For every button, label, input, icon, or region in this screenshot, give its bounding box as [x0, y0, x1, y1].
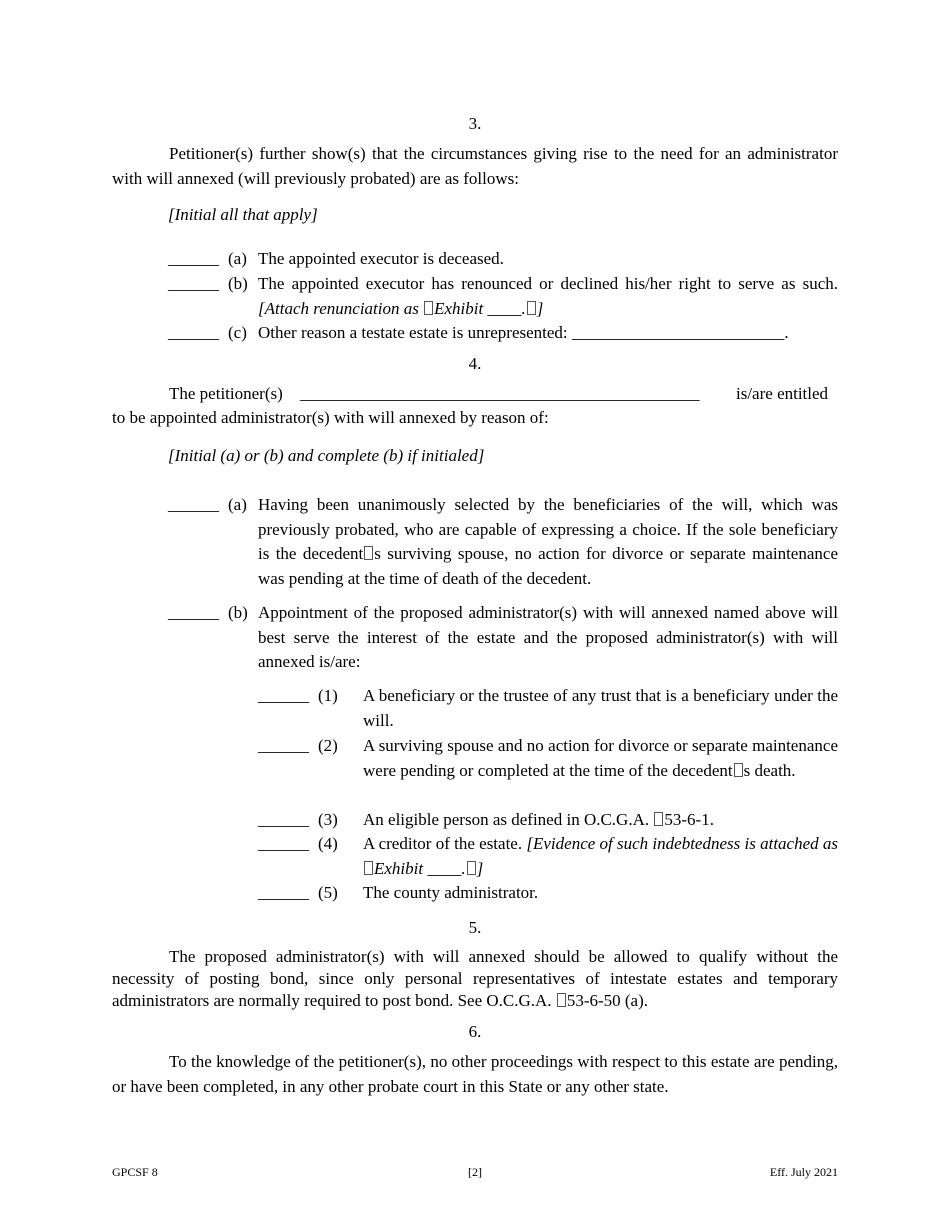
subitem-4-label: (4) — [318, 834, 338, 853]
section-6-text: To the knowledge of the petitioner(s), no other proceedings with respect to this estate are pending, or have been completed, in any other probate court in this State or any other state. — [112, 1052, 838, 1096]
item-3c-blank[interactable]: ______ — [168, 323, 219, 342]
section-symbol-icon — [654, 812, 663, 826]
petitioner-intro-line2: to be appointed administrator(s) with will annexed by reason of: — [112, 408, 549, 427]
item-3c-text[interactable]: Other reason a testate estate is unrepresented: _________________________. — [258, 323, 789, 342]
section-3-number: 3. — [468, 114, 482, 133]
subitem-1-text: A beneficiary or the trustee of any trust that is a beneficiary under the will. — [363, 686, 838, 730]
footer-form-id: GPCSF 8 — [112, 1165, 158, 1179]
footer-effective-date: Eff. July 2021 — [769, 1165, 838, 1179]
subitem-4-note: [Evidence of such indebtedness is attached as Exhibit ____. ] — [363, 834, 838, 878]
subitem-2-blank[interactable]: ______ — [258, 736, 309, 755]
item-3b-main: The appointed executor has renounced or declined his/her right to serve as such. — [258, 274, 838, 293]
subitem-2-label: (2) — [318, 736, 338, 755]
subitem-4-blank[interactable]: ______ — [258, 834, 309, 853]
missing-glyph-icon — [364, 861, 373, 875]
item-3b-blank[interactable]: ______ — [168, 274, 219, 293]
item-3a-label: (a) — [228, 249, 247, 268]
item-4a-blank[interactable]: ______ — [168, 495, 219, 514]
item-4b-label: (b) — [228, 603, 248, 622]
section-5-number: 5. — [468, 918, 482, 937]
item-3c-label: (c) — [228, 323, 247, 342]
section-3-instruction: [Initial all that apply] — [168, 205, 318, 224]
subitem-5-label: (5) — [318, 883, 338, 902]
subitem-2-text: A surviving spouse and no action for divorce or separate maintenance were pending or completed at the time of the decedent s death. — [363, 736, 838, 780]
item-4b-text: Appointment of the proposed administrator(s) with will annexed named above will best serve the interest of the estate and the proposed administrator(s) with will annexed is/are: — [258, 603, 838, 671]
section-5-text: The proposed administrator(s) with will annexed should be allowed to qualify without the necessity of posting bond, since only personal representatives of intestate estates and temporary administrators are normally required to post bond. See O.C.G.A. 53-6-50 (a). — [112, 947, 838, 1010]
missing-glyph-icon — [424, 301, 433, 315]
section-6-number: 6. — [468, 1022, 482, 1041]
footer-page-number: [2] — [468, 1165, 482, 1179]
subitem-5-text: The county administrator. — [363, 883, 539, 902]
section-3-intro: Petitioner(s) further show(s) that the circumstances giving rise to the need for an administrator with will annexed (will previously probated) are as follows: — [112, 144, 838, 188]
petitioner-intro-start: The petitioner(s) — [169, 384, 283, 403]
missing-glyph-icon — [364, 546, 373, 560]
item-4a-label: (a) — [228, 495, 247, 514]
subitem-1-blank[interactable]: ______ — [258, 686, 309, 705]
petitioner-name-blank[interactable]: _______________________________________________ — [300, 384, 700, 403]
subitem-3-text: An eligible person as defined in O.C.G.A. 53-6-1. — [363, 810, 714, 829]
missing-glyph-icon — [467, 861, 476, 875]
subitem-5-blank[interactable]: ______ — [258, 883, 309, 902]
subitem-3-blank[interactable]: ______ — [258, 810, 309, 829]
item-3b-label: (b) — [228, 274, 248, 293]
missing-glyph-icon — [527, 301, 536, 315]
item-3b-note: [Attach renunciation as Exhibit ____. ] — [258, 298, 544, 318]
item-3b-text — [258, 272, 838, 321]
petitioner-intro-end: is/are entitled — [736, 384, 829, 403]
subitem-4-text: A creditor of the estate. [Evidence of such indebtedness is attached as Exhibit ____. ] — [363, 834, 839, 878]
subitem-1-label: (1) — [318, 686, 338, 705]
section-symbol-icon — [557, 993, 566, 1007]
item-3a-text: The appointed executor is deceased. — [258, 249, 504, 268]
section-4-number: 4. — [468, 354, 482, 373]
section-4-instruction: [Initial (a) or (b) and complete (b) if initialed] — [168, 446, 485, 465]
item-4b-blank[interactable]: ______ — [168, 603, 219, 622]
missing-glyph-icon — [734, 763, 743, 777]
item-4a-text: Having been unanimously selected by the beneficiaries of the will, which was previously probated, who are capable of expressing a choice. If the sole beneficiary is the decedent s surviving spouse, no action for divorce or separate maintenance was pending at the time of death of the decedent. — [258, 495, 838, 588]
subitem-3-label: (3) — [318, 810, 338, 829]
item-3a-blank[interactable]: ______ — [168, 249, 219, 268]
